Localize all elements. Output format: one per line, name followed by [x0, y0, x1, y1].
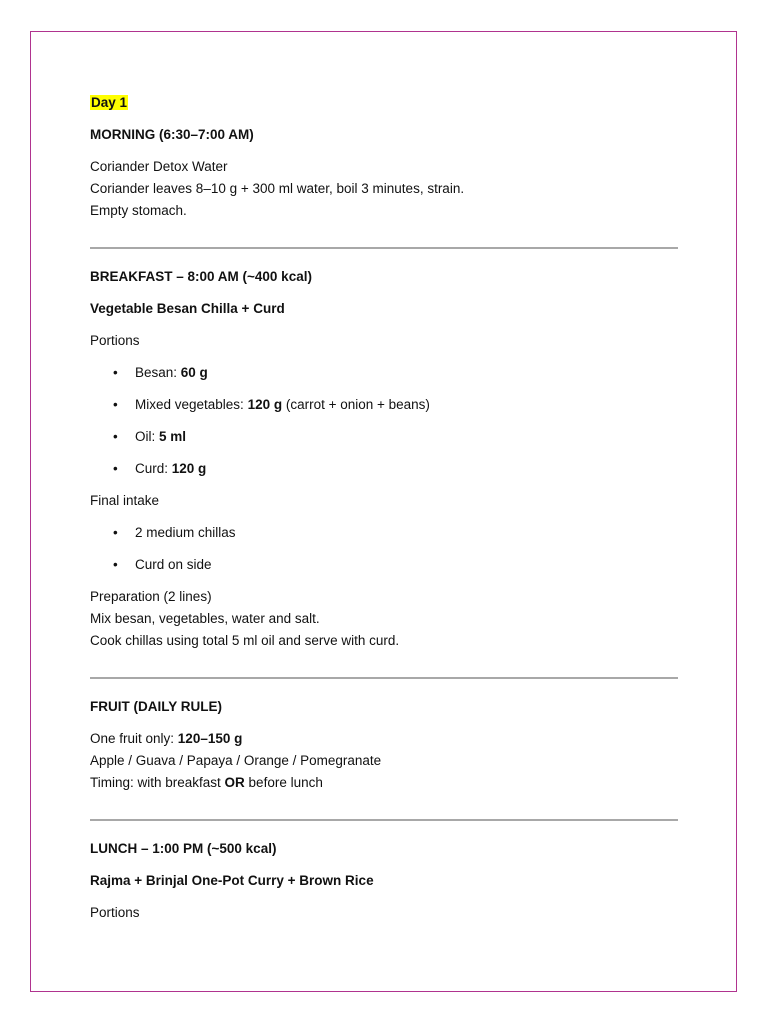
list-item: • Oil: 5 ml [90, 426, 678, 448]
section-divider [90, 677, 678, 679]
fruit-heading: FRUIT (DAILY RULE) [90, 699, 223, 714]
section-divider [90, 819, 678, 821]
list-item: • Besan: 60 g [90, 362, 678, 384]
lunch-dish: Rajma + Brinjal One-Pot Curry + Brown Rice [90, 873, 374, 888]
breakfast-portions-label: Portions [90, 333, 140, 348]
section-divider [90, 247, 678, 249]
breakfast-final-label: Final intake [90, 493, 160, 508]
prep-line: Cook chillas using total 5 ml oil and serve with curd. [90, 633, 400, 648]
breakfast-portions-list [90, 362, 678, 480]
prep-line: Mix besan, vegetables, water and salt. [90, 611, 320, 626]
morning-line: Coriander Detox Water [90, 159, 228, 174]
list-item: • Mixed vegetables: 120 g (carrot + onion + beans) [90, 394, 678, 416]
breakfast-final-list [90, 522, 678, 576]
morning-line: Coriander leaves 8–10 g + 300 ml water, boil 3 minutes, strain. [90, 181, 465, 196]
list-item: • 2 medium chillas [90, 522, 678, 544]
morning-heading: MORNING (6:30–7:00 AM) [90, 127, 254, 142]
day-title: Day 1 [91, 95, 128, 110]
lunch-heading: LUNCH – 1:00 PM (~500 kcal) [90, 841, 277, 856]
lunch-portions-label: Portions [90, 905, 140, 920]
list-item: • Curd: 120 g [90, 458, 678, 480]
document-body [90, 92, 678, 924]
prep-line: Preparation (2 lines) [90, 589, 212, 604]
breakfast-heading: BREAKFAST – 8:00 AM (~400 kcal) [90, 269, 312, 284]
morning-line: Empty stomach. [90, 203, 187, 218]
breakfast-dish: Vegetable Besan Chilla + Curd [90, 301, 285, 316]
fruit-line: Apple / Guava / Papaya / Orange / Pomegranate [90, 753, 382, 768]
list-item: • Curd on side [90, 554, 678, 576]
fruit-line: Timing: with breakfast OR before lunch [90, 775, 323, 790]
fruit-line: One fruit only: 120–150 g [90, 731, 243, 746]
